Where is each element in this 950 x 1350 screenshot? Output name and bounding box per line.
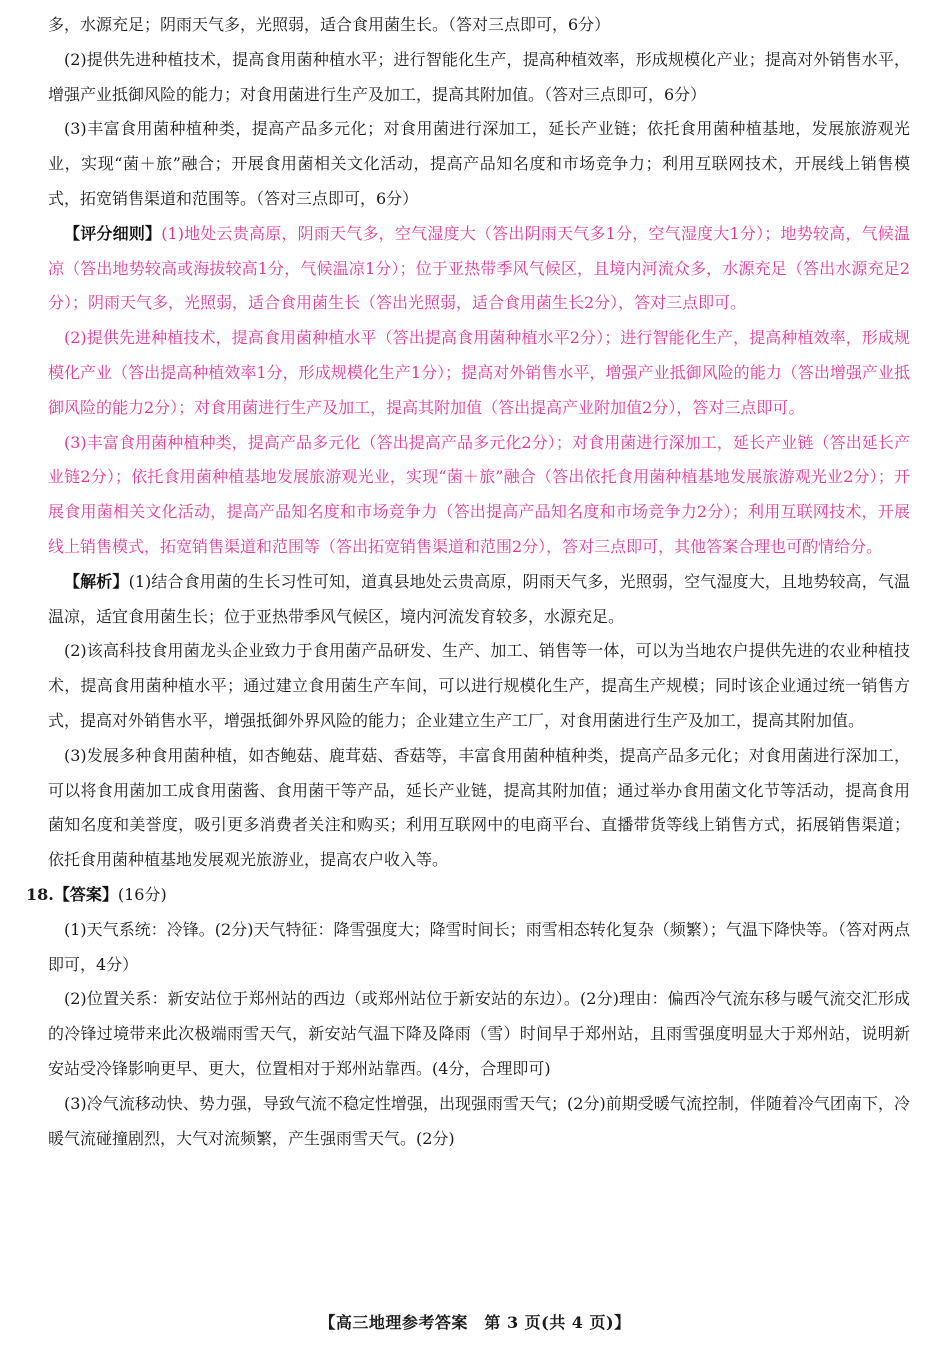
analysis-text-1: (1)结合食用菌的生长习性可知，道真县地处云贵高原，阴雨天气多，光照弱，空气湿度大，且地势较高，气温温凉，适宜食用菌生长；位于亚热带季风气候区，境内河流发育较多，水源充足。 bbox=[48, 571, 910, 626]
question-18-answer-label: 【答案】 bbox=[53, 884, 118, 904]
page-content bbox=[26, 8, 910, 1156]
answer-17-part2: (2)提供先进种植技术，提高食用菌种植水平；进行智能化生产，提高种植效率，形成规模化产业；提高对外销售水平，增强产业抵御风险的能力；对食用菌进行生产及加工，提高其附加值。（答对三点即可，6分） bbox=[48, 49, 910, 104]
answer-18-part1: (1)天气系统：冷锋。(2分)天气特征：降雪强度大；降雪时间长；雨雪相态转化复杂（频繁）；气温下降快等。（答对两点即可，4分） bbox=[48, 919, 910, 974]
page-footer: 【高三地理参考答案 第 3 页(共 4 页)】 bbox=[319, 1313, 631, 1332]
question-18-number: 18. bbox=[26, 884, 54, 904]
answer-18-part3: (3)冷气流移动快、势力强，导致气流不稳定性增强，出现强雨雪天气；(2分)前期受暖气流控制，伴随着冷气团南下，冷暖气流碰撞剧烈，大气对流频繁，产生强雨雪天气。(2分) bbox=[48, 1093, 910, 1148]
analysis-part2: (2)该高科技食用菌龙头企业致力于食用菌产品研发、生产、加工、销售等一体，可以为当地农户提供先进的农业种植技术，提高食用菌种植水平；通过建立食用菌生产车间，可以进行规模化生产，提高生产规模；同时该企业通过统一销售方式，提高对外销售水平，增强抵御外界风险的能力；企业建立生产工厂，对食用菌进行生产及加工，提高其附加值。 bbox=[48, 641, 910, 730]
scoring-rules-text-1: (1)地处云贵高原，阴雨天气多，空气湿度大（答出阴雨天气多1分，空气湿度大1分）；地势较高，气候温凉（答出地势较高或海拔较高1分，气候温凉1分）；位于亚热带季风气候区，且境内河流众多，水源充足（答出水源充足2分）；阴雨天气多，光照弱，适合食用菌生长（答出光照弱，适合食用菌生长2分），答对三点即可。 bbox=[48, 223, 910, 313]
analysis-part3: (3)发展多种食用菌种植，如杏鲍菇、鹿茸菇、香菇等，丰富食用菌种植种类，提高产品多元化；对食用菌进行深加工，可以将食用菌加工成食用菌酱、食用菌干等产品，延长产业链，提高其附加值；通过举办食用菌文化节等活动，提高食用菌知名度和美誉度，吸引更多消费者关注和购买；利用互联网中的电商平台、直播带货等线上销售方式，拓展销售渠道；依托食用菌种植基地发展观光旅游业，提高农户收入等。 bbox=[48, 745, 910, 870]
scoring-rules-part3: (3)丰富食用菌种植种类，提高产品多元化（答出提高产品多元化2分）；对食用菌进行深加工，延长产业链（答出延长产业链2分）；依托食用菌种植基地发展旅游观光业，实现“菌＋旅”融合（答出依托食用菌种植基地发展旅游观光业2分）；开展食用菌相关文化活动，提高产品知名度和市场竞争力（答出提高产品知名度和市场竞争力2分）；利用互联网技术，开展线上销售模式，拓宽销售渠道和范围等（答出拓宽销售渠道和范围2分），答对三点即可，其他答案合理也可酌情给分。 bbox=[48, 432, 910, 556]
analysis-label: 【解析】 bbox=[64, 571, 129, 591]
answer-17-part3: (3)丰富食用菌种植种类，提高产品多元化；对食用菌进行深加工，延长产业链；依托食用菌种植基地，发展旅游观光业，实现“菌＋旅”融合；开展食用菌相关文化活动，提高产品知名度和市场竞争力；利用互联网技术，开展线上销售模式，拓宽销售渠道和范围等。（答对三点即可，6分） bbox=[48, 119, 910, 208]
question-18-score: (16分) bbox=[117, 884, 167, 904]
scoring-rules-part1 bbox=[48, 217, 910, 321]
scoring-rules-label: 【评分细则】 bbox=[64, 223, 162, 243]
question-18-header bbox=[26, 878, 910, 913]
analysis-part1 bbox=[48, 565, 910, 635]
scoring-rules-part2: (2)提供先进种植技术，提高食用菌种植水平（答出提高食用菌种植水平2分）；进行智能化生产，提高种植效率，形成规模化产业（答出提高种植效率1分，形成规模化生产1分）；提高对外销售水平，增强产业抵御风险的能力（答出增强产业抵御风险的能力2分）；对食用菌进行生产及加工，提高其附加值（答出提高产业附加值2分），答对三点即可。 bbox=[48, 328, 910, 417]
answer-17-part1-continued: 多，水源充足；阴雨天气多，光照弱，适合食用菌生长。（答对三点即可，6分） bbox=[48, 15, 611, 34]
answer-18-part2: (2)位置关系：新安站位于郑州站的西边（或郑州站位于新安站的东边）。(2分)理由：偏西冷气流东移与暖气流交汇形成的冷锋过境带来此次极端雨雪天气，新安站气温下降及降雨（雪）时间早于郑州站，且雨雪强度明显大于郑州站，说明新安站受冷锋影响更早、更大，位置相对于郑州站靠西。(4分，合理即可) bbox=[48, 989, 910, 1078]
